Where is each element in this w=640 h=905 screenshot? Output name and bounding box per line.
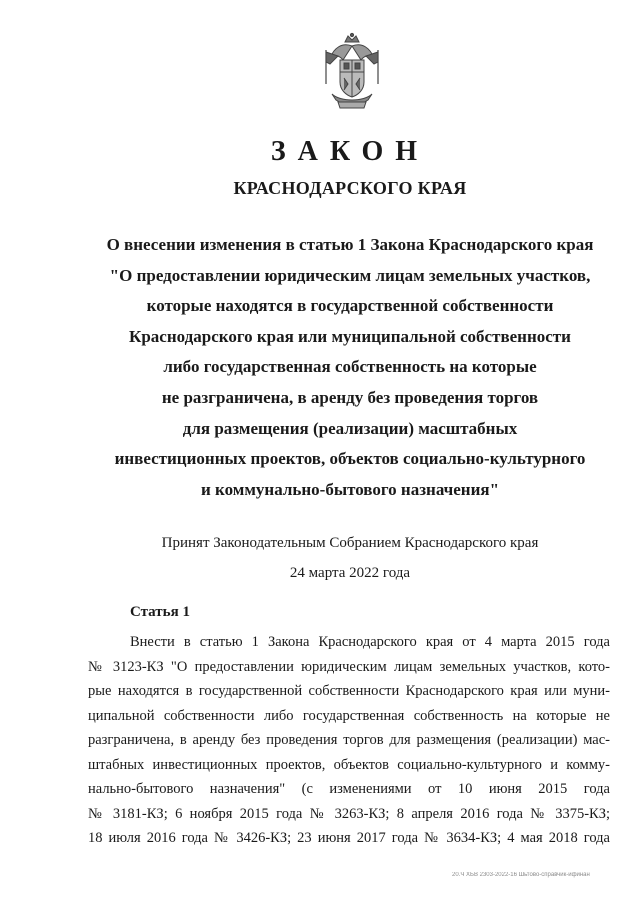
article-line: ципальной собственности либо государственная собственность на которые не [88,707,610,724]
law-name-line: "О предоставлении юридическим лицам земельных участков, [109,265,591,285]
document-title: ЗАКОН [270,136,430,167]
article-line: штабных инвестиционных проектов, объектов социально-культурного и комму- [88,756,610,773]
adopted-by: Принят Законодательным Собранием Краснодарского края [161,535,539,551]
coat-of-arms-icon [318,32,386,110]
law-name-line: и коммунально-бытового назначения" [200,479,500,499]
law-name-line: О внесении изменения в статью 1 Закона Краснодарского края [106,235,594,254]
article-line: № 3181-КЗ; 6 ноября 2015 года № 3263-КЗ; 8 апреля 2016 года № 3375-КЗ; [88,805,610,822]
adoption-info [0,528,640,588]
article-line: № 3123-КЗ "О предоставлении юридическим лицам земельных участков, кото- [88,658,610,675]
law-name-line: не разграничена, в аренду без проведения торгов [161,387,539,407]
article-heading: Статья 1 [130,604,190,620]
law-name-line: инвестиционных проектов, объектов социально-культурного [114,449,586,469]
adopted-date: 24 марта 2022 года [289,565,411,581]
law-name-line: которые находятся в государственной собственности [146,296,554,316]
article-body [88,630,610,851]
article-line: Внести в статью 1 Закона Краснодарского края от 4 марта 2015 года [130,634,610,650]
article-line: разграничена, в аренду без проведения торгов для размещения (реализации) мас- [88,732,610,748]
article-line: рые находятся в государственной собственности Краснодарского края или муни- [88,683,610,699]
article-line: 18 июля 2016 года № 3426-КЗ; 23 июня 2017 года № 3634-КЗ; 4 мая 2018 года [88,830,610,846]
law-name [0,230,640,505]
law-name-line: для размещения (реализации) масштабных [182,418,518,438]
footer-stamp: 20.Ч ХБВ 2303-2022-16 Шьтово-справчик-ифинан [452,872,590,878]
law-name-line: либо государственная собственность на которые [163,357,537,377]
article-line: нально-бытового назначения" (с изменениями от 10 июня 2015 года [88,781,610,797]
document-subtitle: КРАСНОДАРСКОГО КРАЯ [233,178,467,198]
law-name-line: Краснодарского края или муниципальной собственности [129,326,571,346]
